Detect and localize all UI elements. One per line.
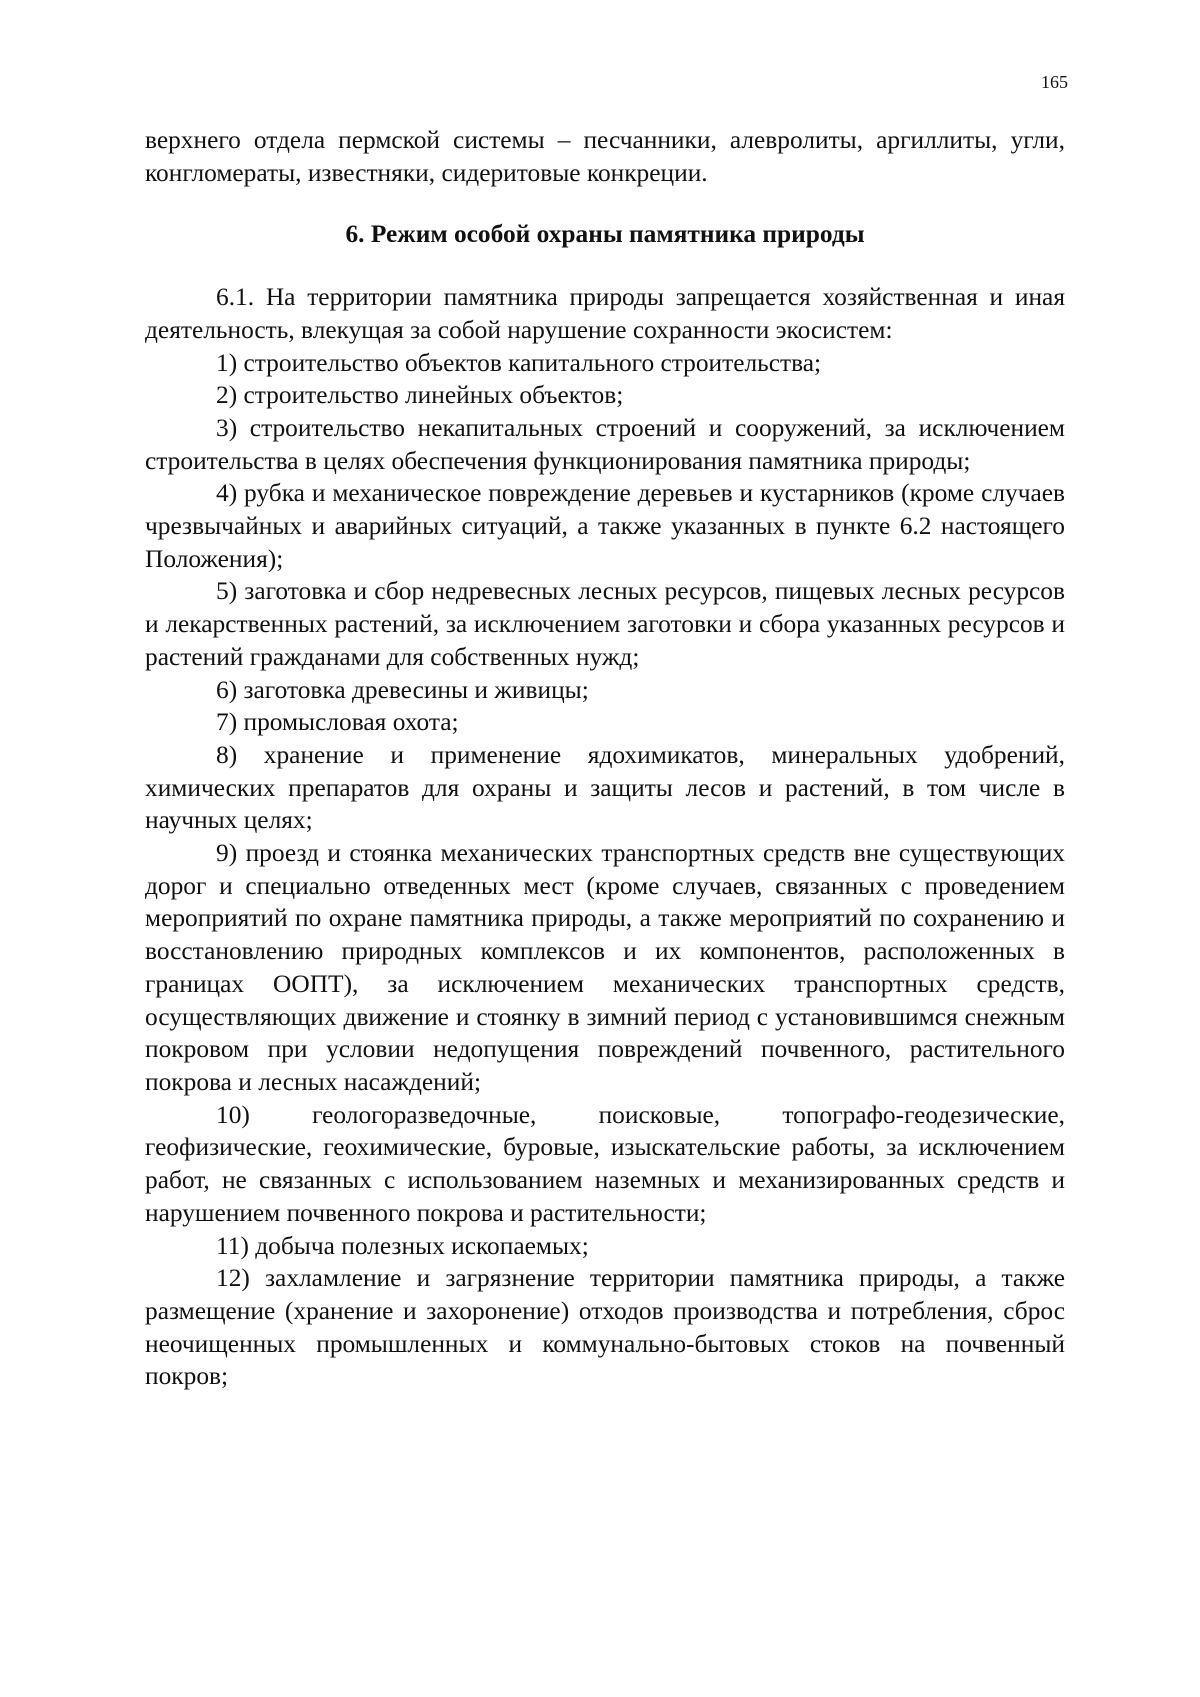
list-item: 8) хранение и применение ядохимикатов, минеральных удобрений, химических препаратов для охраны и защиты лесов и растений, в том числе в научных целях; [145, 740, 1065, 835]
list-item: 11) добыча полезных ископаемых; [216, 1231, 589, 1260]
document-body [145, 124, 1065, 1393]
list-item: 5) заготовка и сбор недревесных лесных ресурсов, пищевых лесных ресурсов и лекарственных растений, за исключением заготовки и сбора указанных ресурсов и растений гражданами для собственных нужд; [145, 577, 1065, 671]
page-number: 165 [1041, 72, 1068, 92]
list-item: 7) промысловая охота; [216, 708, 459, 737]
lead-paragraph: 6.1. На территории памятника природы запрещается хозяйственная и иная деятельность, влекущая за собой нарушение сохранности экосистем: [145, 283, 1065, 344]
list-item: 10) геологоразведочные, поисковые, топографо-геодезические, геофизические, геохимические, буровые, изыскательские работы, за исключением работ, не связанных с использованием наземных и механизированных средств и нарушением почвенного покрова и растительности; [145, 1100, 1065, 1227]
list-item: 12) захламление и загрязнение территории памятника природы, а также размещение (хранение и захоронение) отходов производства и потребления, сброс неочищенных промышленных и коммунально-бытовых стоков на почвенный покров; [145, 1264, 1065, 1391]
list-item: 3) строительство некапитальных строений и сооружений, за исключением строительства в целях обеспечения функционирования памятника природы; [145, 413, 1065, 475]
list-item: 2) строительство линейных объектов; [216, 381, 624, 410]
list-item: 9) проезд и стоянка механических транспортных средств вне существующих дорог и специально отведенных мест (кроме случаев, связанных с проведением мероприятий по охране памятника природы, а также мероприятий по сохранению и восстановлению природных комплексов и их компонентов, расположенных в границах ООПТ), за исключением механических транспортных средств, осуществляющих движение и стоянку в зимний период с установившимся снежным покровом при условии недопущения повреждений почвенного, растительного покрова и лесных насаждений; [145, 839, 1065, 1096]
list-item: 1) строительство объектов капитального строительства; [216, 348, 822, 377]
list-item: 4) рубка и механическое повреждение деревьев и кустарников (кроме случаев чрезвычайных и аварийных ситуаций, а также указанных в пункте 6.2 настоящего Положения); [145, 479, 1065, 573]
intro-paragraph: верхнего отдела пермской системы – песчанники, алевролиты, аргиллиты, угли, конгломераты, известняки, сидеритовые конкреции. [145, 126, 1065, 187]
list-item: 6) заготовка древесины и живицы; [216, 675, 589, 704]
section-heading: 6. Режим особой охраны памятника природы [345, 220, 865, 249]
